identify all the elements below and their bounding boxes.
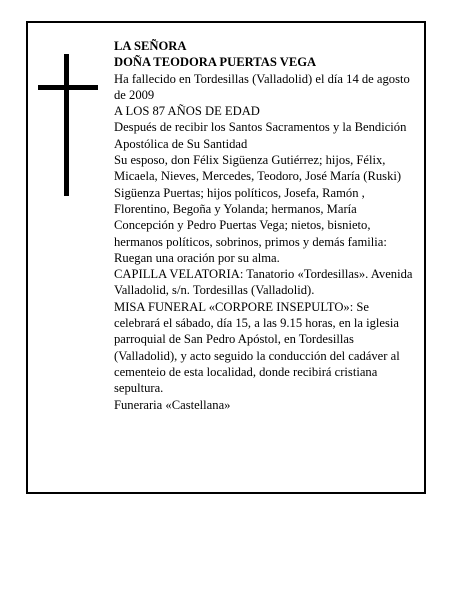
death-details: Ha fallecido en Tordesillas (Valladolid) el día 14 de agosto de 2009 [114, 71, 410, 102]
funeral-mass-info: MISA FUNERAL «CORPORE INSEPULTO»: Se celebrará el sábado, día 15, a las 9.15 horas, en la iglesia parroquial de San Pedro Apóstol, en Tordesillas (Valladolid), y acto seguido la conducción del cadáver al cementeio de esta localidad, donde recibirá cristiana sepultura. [114, 299, 400, 396]
family-list: Su esposo, don Félix Sigüenza Gutiérrez; hijos, Félix, Micaela, Nieves, Mercedes, Teodoro, José María (Ruski) Sigüenza Puertas; hijos políticos, Josefa, Ramón , Florentino, Begoña y Yolanda; hermanos, María Concepción y Pedro Puertas Vega; nietos, bisnieto, hermanos políticos, sobrinos, primos y demás familia: [114, 153, 402, 249]
cross-horizontal-bar [38, 85, 98, 90]
obituary-text [114, 38, 414, 413]
cross-vertical-bar [64, 54, 69, 196]
deceased-title: LA SEÑORA [114, 39, 187, 53]
deceased-name: DOÑA TEODORA PUERTAS VEGA [114, 55, 317, 70]
latin-cross-icon [38, 54, 98, 196]
sacraments-text: Después de recibir los Santos Sacramentos y la Bendición Apostólica de Su Santidad [114, 120, 407, 151]
prayer-request: Ruegan una oración por su alma. [114, 250, 280, 265]
chapel-info: CAPILLA VELATORIA: Tanatorio «Tordesillas». Avenida Valladolid, s/n. Tordesillas (Valladolid). [114, 267, 413, 298]
funeral-home: Funeraria «Castellana» [114, 397, 231, 412]
age-at-death: A LOS 87 AÑOS DE EDAD [114, 104, 260, 119]
